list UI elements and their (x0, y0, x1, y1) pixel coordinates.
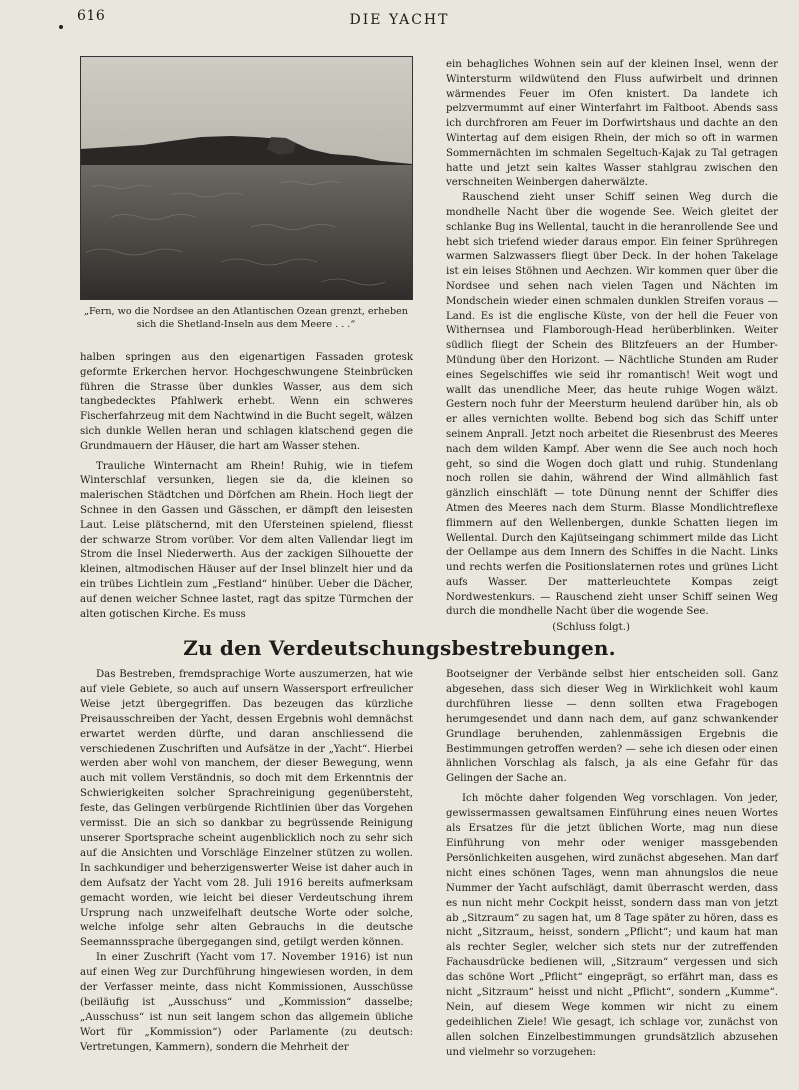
running-title: DIE YACHT (349, 12, 450, 28)
shetland-islands-image (81, 57, 412, 299)
paragraph: Ich möchte daher folgenden Weg vorschlagen. Von jeder, gewissermassen gewaltsamen Einführung eines neuen Wortes als Ersatzes für die jetzt üblichen Worte, mag nun diese Einführung von mehr oder weniger massgebenden Persönlichkeiten ausgehen, wird zunächst abgesehen. Man darf nicht eines schönen Tages, wenn man ahnungslos die neue Nummer der Yacht aufschlägt, damit überrascht werden, dass es nun nicht mehr Cockpit heisst, sondern dass man von jetzt ab „Sitzraum“ zu sagen hat, um 8 Tage später zu hören, dass es nicht „Sitzraum„ heisst, sondern „Pflicht“; und kaum hat man als rechter Segler, welcher sich stets nur der zutreffenden Fachausdrücke bedienen will, „Sitzraum“ vergessen und sich das schöne Wort „Pflicht“ eingeprägt, so erfährt man, dass es nicht „Sitzraum“ heisst und nicht „Pflicht“, sondern „Kumme“. Nein, auf diesem Wege kommen wir nicht zu einem gedeihlichen Ziele! Wie gesagt, ich schlage vor, zunächst von allen solchen Einzelbestimmungen grundsätzlich abzusehen und vielmehr so vorzugehen: (446, 793, 778, 1058)
paragraph: ein behagliches Wohnen sein auf der kleinen Insel, wenn der Wintersturm wildwütend den Fluss aufwirbelt und drinnen wärmendes Feuer im Ofen knistert. Da landete ich pelzvermummt auf einer Winterfahrt im Faltboot. Abends sass ich durchfroren am Feuer im Dorfwirtshaus und dachte an den Wintertag auf dem eisigen Rhein, der mich so oft in warmen Sommernächten im schmalen Segeltuch-Kajak zu Tal getragen hatte und jetzt sein kaltes Wasser stahlgrau zwischen den verschneiten Weinbergen daherwälzte. (446, 59, 778, 189)
article1-left-column (80, 351, 413, 622)
paragraph: In einer Zuschrift (Yacht vom 17. November 1916) ist nun auf einen Weg zur Durchführung hingewiesen worden, in dem der Verfasser meinte, dass nicht Kommissionen, Ausschüsse (beiläufig ist „Ausschuss“ und „Kommission“ dasselbe; „Ausschuss“ ist nun seit langem schon das allgemein übliche Wort für „Kommission“) oder Parlamente (zu deutsch: Vertretungen, Kammern), sondern die Mehrheit der (80, 952, 413, 1053)
signoff: (Schluss folgt.) (552, 622, 630, 634)
photo-caption (78, 306, 414, 331)
article2-left-column (80, 668, 413, 1056)
caption-line: sich die Shetland-Inseln aus dem Meere . . .“ (136, 318, 356, 330)
paragraph: Trauliche Winternacht am Rhein! Ruhig, wie in tiefem Winterschlaf versunken, liegen sie da, die kleinen so malerischen Städtchen und Dörfchen am Rhein. Hoch liegt der Schnee in den Gassen und Gässchen, er dämpft den leisesten Laut. Leise plätschernd, mit den Ufersteinen spielend, fliesst der schwarze Strom vorüber. Vor dem alten Vallendar liegt im Strom die Insel Niederwerth. Aus der zackigen Silhouette der kleinen, altmodischen Häuser auf der Insel blinzelt hier und da ein trübes Lichtlein zum „Festland“ hinüber. Ueber die Dächer, auf denen weicher Schnee lastet, ragt das spitze Türmchen der alten gotischen Kirche. Es muss (80, 460, 413, 620)
article-headline: Zu den Verdeutschungsbestrebungen. (183, 636, 616, 660)
paragraph: Das Bestreben, fremdsprachige Worte auszumerzen, hat wie auf viele Gebiete, so auch auf unsern Wassersport erfreulicher Weise jetzt übergegriffen. Das bezeugen das kürzliche Preisausschreiben der Yacht, dessen Ergebnis wohl demnächst erwartet werden dürfte, und daran anschliessend die verschiedenen Zuschriften und Aufsätze in der „Yacht“. Hierbei werden aber wohl von manchem, der dieser Bewegung, wenn auch mit vollem Verständnis, so doch mit dem Erkenntnis der Schwierigkeiten solcher Sprachreinigung gegenübersteht, feste, das Gelingen verbürgende Richtlinien über das Vorgehen vermisst. Die an sich so dankbar zu begrüssende Reinigung unserer Sportsprache scheint augenblicklich noch zu sehr sich auf die Ansichten und Vorschläge Einzelner stützen zu wollen. In sachkundiger und beherzigenswerter Weise ist daher auch in dem Aufsatz der Yacht vom 28. Juli 1916 bereits aufmerksam gemacht worden, wie leicht bei dieser Verdeutschung ihrem Ursprung nach unzweifelhaft deutsche Worte oder solche, welche infolge sehr alten Gebrauchs in die deutsche Seemannssprache übergegangen sind, getilgt werden können. (80, 669, 413, 949)
article2-right-column (446, 668, 778, 1061)
paragraph: Rauschend zieht unser Schiff seinen Weg durch die mondhelle Nacht über die wogende See. Weich gleitet der schlanke Bug ins Wellental, taucht in die heranrollende See und hebt sich triefend wieder daraus empor. Ein feiner Sprühregen warmen Salzwassers fliegt über Deck. In der hohen Takelage ist ein leises Stöhnen und Aechzen. Wir kommen quer über die Nordsee und sehen nach vielen Tagen und Nächten im Mondschein wieder einen schmalen dunklen Streifen voraus — Land. Es ist die englische Küste, von der hell die Feuer von Withernsea und Flamborough-Head herüberblinken. Weiter südlich fliegt der Schein des Blitzfeuers an der Humber-Mündung über den Horizont. — Nächtliche Stunden am Ruder eines Segelschiffes wie seid ihr romantisch! Weit wogt und wallt das unendliche Meer, das heute ruhige Wogen wälzt. Gestern noch fuhr der Meersturm heulend darüber hin, als ob er alles vernichten wollte. Bebend bog sich das Schiff unter seinem Anprall. Jetzt noch arbeitet die Riesenbrust des Meeres nach dem wilden Kampf. Aber wenn die See auch noch hoch geht, so sind die Wogen doch glatt und ruhig. Stundenlang noch rollen sie dahin, während der Wind allmählich fast gänzlich einschläft — tote Dünung nennt der Schiffer dies Atmen des Meeres nach dem Sturm. Blasse Mondlichtreflexe flimmern auf den Wellenbergen, dunkle Schatten liegen im Wellental. Durch den Kajütseingang schimmert milde das Licht der Oellampe aus dem Innern des Schiffes in die Nacht. Links und rechts werfen die Positionslaternen rotes und grünes Licht aufs Wasser. Der matterleuchtete Kompas zeigt Nordwestenkurs. — Rauschend zieht unser Schiff seinen Weg durch die mondhelle Nacht über die wogende See. (446, 192, 778, 618)
article1-right-column (446, 58, 778, 636)
paragraph: Bootseigner der Verbände selbst hier entscheiden soll. Ganz abgesehen, dass sich dieser Weg in Wirklichkeit wohl kaum durchführen liesse — denn sollten etwa Fragebogen herumgesendet und dann nach dem, auf ganz schwankender Grundlage beruhenden, zahlenmässigen Ergebnis die Bestimmungen getroffen werden? — sehe ich diesen oder einen ähnlichen Vorschlag als falsch, ja als eine Gefahr für das Gelingen der Sache an. (446, 669, 778, 785)
paragraph: halben springen aus den eigenartigen Fassaden grotesk geformte Erkerchen hervor. Hochgeschwungene Steinbrücken führen die Strasse über dunkles Wasser, aus dem sich tangbedecktes Pfahlwerk erhebt. Wenn ein schweres Fischerfahrzeug mit dem Nachtwind in die Bucht segelt, wälzen sich dunkle Wellen heran und schlagen klatschend gegen die Grundmauern der Häuser, die hart am Wasser stehen. (80, 352, 413, 452)
caption-line: „Fern, wo die Nordsee an den Atlantischen Ozean grenzt, erheben (84, 306, 408, 317)
page-number: 616 (77, 8, 106, 24)
coastline-photo (80, 56, 413, 300)
